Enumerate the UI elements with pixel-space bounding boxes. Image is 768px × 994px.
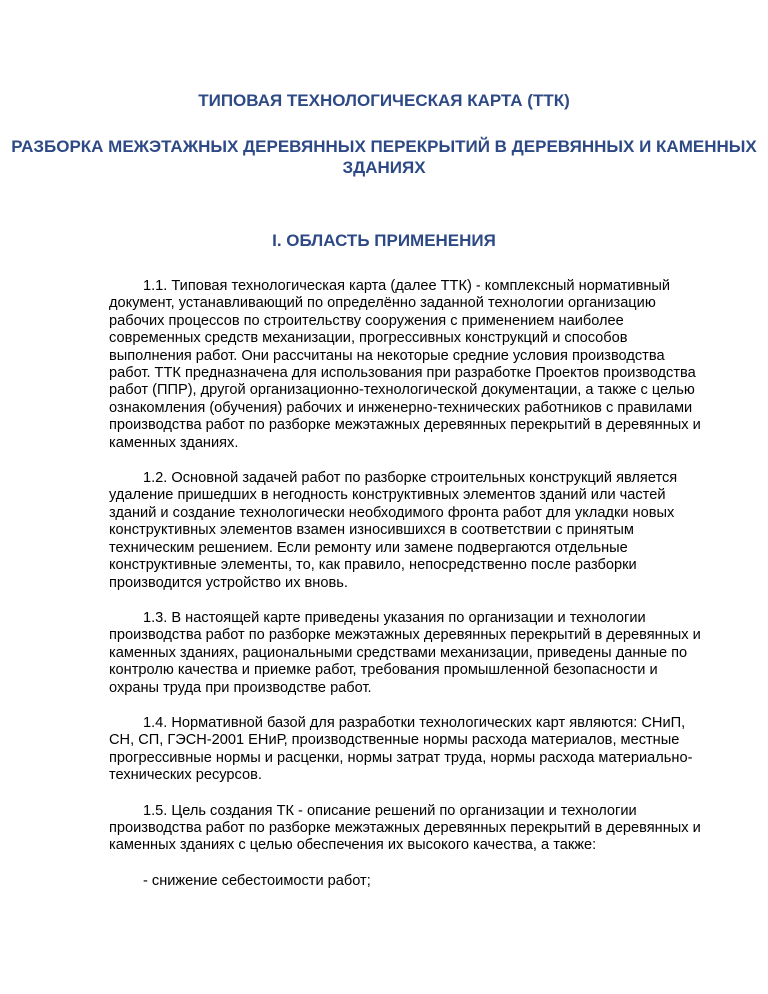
list-item-cost-reduction: - снижение себестоимости работ;	[143, 872, 371, 889]
paragraph-1-2: 1.2. Основной задачей работ по разборке строительных конструкций является удаление пришедших в негодность конструктивных элементов зданий или частей зданий и создание технологически необходимого фронта работ для укладки новых конструктивных элементов взамен износившихся в соответствии с принятым техническим решением. Если ремонту или замене подвергаются отдельные конструктивные элементы, то, как правило, непосредственно после разборки производится устройство их вновь.	[109, 470, 678, 591]
document-subtitle: РАЗБОРКА МЕЖЭТАЖНЫХ ДЕРЕВЯННЫХ ПЕРЕКРЫТИЙ В ДЕРЕВЯННЫХ И КАМЕННЫХ ЗДАНИЯХ	[11, 137, 757, 177]
paragraph-1-5: 1.5. Цель создания ТК - описание решений по организации и технологии производства работ по разборке межэтажных деревянных перекрытий в деревянных и каменных зданиях с целью обеспечения их высокого качества, а также:	[109, 802, 701, 854]
document-title: ТИПОВАЯ ТЕХНОЛОГИЧЕСКАЯ КАРТА (ТТК)	[198, 91, 570, 110]
paragraph-1-4: 1.4. Нормативной базой для разработки технологических карт являются: СНиП, СН, СП, ГЭСН-2001 ЕНиР, производственные нормы расхода материалов, местные прогрессивные нормы и расценки, нормы затрат труда, нормы расхода материально-технических ресурсов.	[109, 714, 693, 784]
section-heading: I. ОБЛАСТЬ ПРИМЕНЕНИЯ	[272, 231, 496, 250]
paragraph-1-3: 1.3. В настоящей карте приведены указания по организации и технологии производства работ по разборке межэтажных деревянных перекрытий в деревянных и каменных зданиях, рациональными средствами механизации, приведены данные по контролю качества и приемке работ, требования промышленной безопасности и охраны труда при производстве работ.	[109, 609, 701, 696]
paragraph-1-1: 1.1. Типовая технологическая карта (далее ТТК) - комплексный нормативный документ, устанавливающий по определённо заданной технологии организацию рабочих процессов по строительству сооружения с применением наиболее современных средств механизации, прогрессивных конструкций и способов выполнения работ. Они рассчитаны на некоторые средние условия производства работ. ТТК предназначена для использования при разработке Проектов производства работ (ППР), другой организационно-технологической документации, а также с целью ознакомления (обучения) рабочих и инженерно-технических работников с правилами производства работ по разборке межэтажных деревянных перекрытий в деревянных и каменных зданиях.	[109, 278, 701, 451]
document-body	[109, 278, 709, 908]
